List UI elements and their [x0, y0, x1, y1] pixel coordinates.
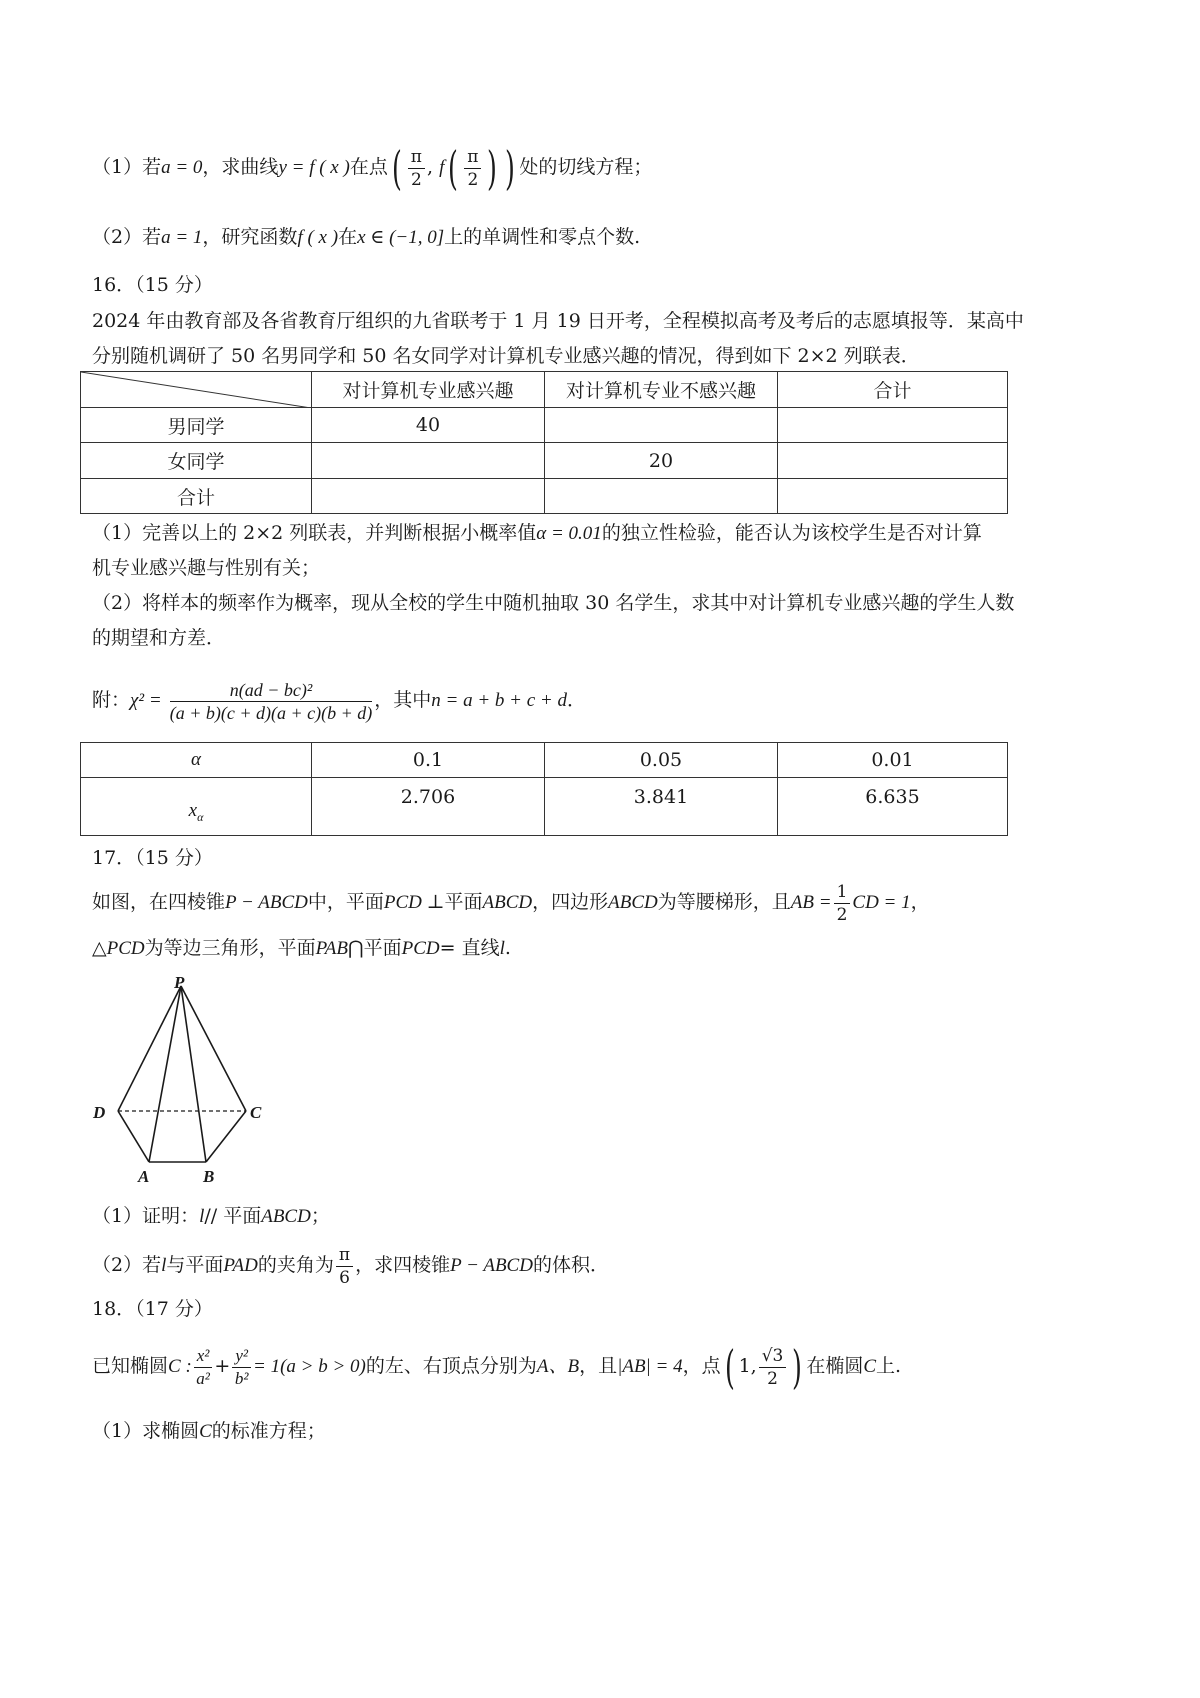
- critical-value-table: [80, 742, 1008, 836]
- table-cell: 40: [312, 408, 545, 443]
- pi-over-2: $\frac{\pi}{2}$: [408, 146, 425, 191]
- y2-over-b2: $\frac{\text{y²}}{\text{b²}}$: [232, 1345, 251, 1390]
- sqrt3-over-2: $\frac{√3}{2}$: [759, 1345, 787, 1390]
- pyramid-figure: [88, 972, 278, 1187]
- table-cell: 2.706: [312, 778, 545, 836]
- q15-part1: （1）若a = 0，求曲线y = f ( x )在点( $\frac{\pi}{2}$ , f( $\frac{\pi}{2}$ ) ) 处的切线方程；: [92, 141, 653, 195]
- table-cell: 3.841: [545, 778, 778, 836]
- row-label: 男同学: [81, 408, 312, 443]
- table-cell: 0.05: [545, 743, 778, 778]
- label-A: A: [138, 1167, 150, 1186]
- q17-line1: 如图，在四棱锥P − ABCD中，平面PCD ⊥平面ABCD，四边形ABCD为等腰梯形，且AB = $\frac{1}{2}$ CD = 1，: [92, 881, 930, 925]
- table-row: [81, 408, 1008, 443]
- table-cell: 0.1: [312, 743, 545, 778]
- q16-part2-line2: 的期望和方差．: [92, 627, 226, 649]
- edge-PC: [181, 986, 246, 1111]
- q16-intro-line1: 2024 年由教育部及各省教育厅组织的九省联考于 1 月 19 日开考，全程模拟高考及考后的志愿填报等．某高中: [92, 310, 1024, 332]
- table-row: [81, 778, 1008, 836]
- pi-over-2-inner: $\frac{\pi}{2}$: [464, 146, 481, 191]
- diagonal-line: [81, 372, 311, 408]
- q16-header: 16．（15 分）: [92, 274, 213, 296]
- col-header-interested: 对计算机专业感兴趣: [312, 372, 545, 408]
- table-row: [81, 479, 1008, 514]
- table-cell: 20: [545, 443, 778, 479]
- diagonal-header-cell: [81, 372, 312, 408]
- table-cell: [778, 479, 1008, 514]
- q16-part2-line1: （2）将样本的频率作为概率，现从全校的学生中随机抽取 30 名学生，求其中对计算机专业感兴趣的学生人数: [92, 592, 1015, 614]
- alpha-header: α: [81, 743, 312, 778]
- table-row: [81, 743, 1008, 778]
- edge-DA: [118, 1111, 149, 1162]
- q16-intro-line2: 分别随机调研了 50 名男同学和 50 名女同学对计算机专业感兴趣的情况，得到如下 2×2 列联表．: [92, 345, 920, 367]
- table-cell: 6.635: [778, 778, 1008, 836]
- q15-part2: （2）若a = 1，研究函数f ( x )在x ∈ (−1, 0]上的单调性和零点个数.: [92, 226, 641, 248]
- q17-part2: （2）若l与平面PAD的夹角为 $\frac{\pi}{6}$ ，求四棱锥P − ABCD的体积．: [92, 1244, 609, 1288]
- pi-over-6: $\frac{\pi}{6}$: [336, 1244, 353, 1289]
- q18-header: 18．（17 分）: [92, 1298, 213, 1320]
- q17-line2: △PCD为等边三角形，平面PAB⋂平面PCD= 直线l.: [92, 937, 511, 959]
- q17-part1: （1）证明：l// 平面ABCD；: [92, 1205, 330, 1227]
- q16-part1-line1: （1）完善以上的 2×2 列联表，并判断根据小概率值α = 0.01的独立性检验，能否认为该校学生是否对计算: [92, 522, 982, 544]
- chi-square-fraction: $\frac{\text{n(ad − bc)²}}{(a + b)(c + d)(a + c)(b + d)}$: [169, 679, 373, 723]
- x-alpha-header: $x_\alpha$: [81, 778, 312, 836]
- label-B: B: [203, 1167, 215, 1186]
- edge-PA: [149, 986, 181, 1162]
- table-cell: [312, 443, 545, 479]
- label-D: D: [93, 1103, 106, 1122]
- edge-PB: [181, 986, 206, 1162]
- table-cell: [778, 443, 1008, 479]
- col-header-not-interested: 对计算机专业不感兴趣: [545, 372, 778, 408]
- col-header-total: 合计: [778, 372, 1008, 408]
- chi-square-formula: 附：χ² = $\frac{\text{n(ad − bc)²}}{(a + b)(c + d)(a + c)(b + d)}$ ，其中n = a + b + c + d．: [92, 679, 586, 723]
- row-label: 女同学: [81, 443, 312, 479]
- table-row: [81, 443, 1008, 479]
- x2-over-a2: $\frac{\text{x²}}{\text{a²}}$: [194, 1345, 213, 1390]
- label-P: P: [174, 973, 185, 992]
- edge-PD: [118, 986, 181, 1111]
- contingency-table: [80, 371, 1008, 514]
- table-cell: [312, 479, 545, 514]
- table-cell: [545, 479, 778, 514]
- row-label: 合计: [81, 479, 312, 514]
- q17-header: 17．（15 分）: [92, 847, 213, 869]
- q18-line1: 已知椭圆C : $\frac{\text{x²}}{\text{a²}}$ + $\frac{\text{y²}}{\text{b²}}$ = 1(a > b > 0)的左、右顶点分别为A、B，且|AB| = 4，点( 1, $\frac{√3}{2}$ ) 在椭圆C上.: [92, 1340, 902, 1394]
- half-fraction: $\frac{1}{2}$: [834, 881, 851, 926]
- table-cell: [545, 408, 778, 443]
- table-cell: 0.01: [778, 743, 1008, 778]
- q18-part1: （1）求椭圆C的标准方程；: [92, 1420, 326, 1442]
- table-cell: [778, 408, 1008, 443]
- q16-part1-line2: 机专业感兴趣与性别有关；: [92, 557, 321, 579]
- label-C: C: [250, 1103, 262, 1122]
- edge-BC: [206, 1111, 246, 1162]
